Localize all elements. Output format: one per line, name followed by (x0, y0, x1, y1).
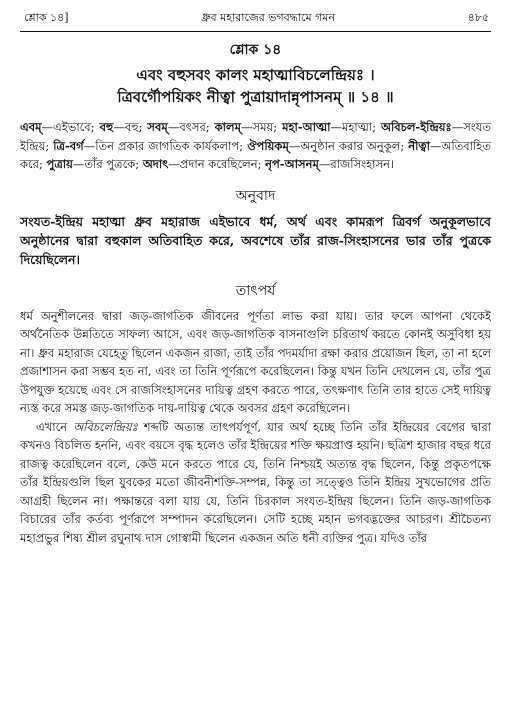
synonym-meaning: —তিন প্রকার জাগতিক কার্যকলাপ; (83, 138, 248, 153)
synonym-term: অবিচল-ইন্দ্রিয়ঃ (381, 120, 452, 134)
synonym-meaning: —সংযত ইন্দ্রিয়; (20, 120, 491, 153)
running-header (20, 12, 491, 31)
synonym-meaning: —বৎসর; (167, 120, 215, 134)
synonym-meaning: —মহাত্মা; (330, 120, 381, 134)
synonym-meaning: —তাঁর পুত্রকে; (72, 157, 143, 171)
verse-line-1: এবং বহুসবং কালং মহাত্মাবিচলেন্দ্রিয়ঃ । (136, 66, 375, 84)
synonym-meaning: —অতিবাহিত করে; (20, 138, 491, 171)
synonym-meaning: —প্রদান করেছিলেন; (168, 157, 266, 171)
word-for-word-synonyms (20, 118, 491, 174)
purport-paragraph-2 (20, 418, 491, 548)
translation-heading: অনুবাদ (235, 187, 276, 204)
synonym-term: ঔপয়িকম্ (247, 138, 289, 153)
purport-2-body: শব্দটি অত্যন্ত তাৎপর্যপূর্ণ, যার অর্থ হচ্ছে তিনি তাঁর ইন্দ্রিয়ের বেগের দ্বারা কখনও বিচলিত হননি, এবং বয়সে বৃদ্ধ হলেও তাঁর ইন্দ্রিয়ের শক্তি ক্ষয়প্রাপ্ত হয়নি। ছত্রিশ হাজার বছর ধরে রাজত্ব করেছিলেন বলে, কেউ মনে করতে পারে যে, তিনি নিশ্চয়ই অত্যন্ত বৃদ্ধ ছিলেন, কিন্তু প্রকৃতপক্ষে তাঁর ইন্দ্রিয়গুলি ছিল যুবকের মতো জীবনীশক্তি-সম্পন্ন, কিন্তু তা সত্ত্বেও তিনি ইন্দ্রিয় সুখভোগের প্রতি আগ্রহী ছিলেন না। পক্ষান্তরে বলা যায় যে, তিনি চিরকাল সংযত-ইন্দ্রিয় ছিলেন। তিনি জড়-জাগতিক বিচারের তাঁর কর্তব্য পূর্ণরূপে সম্পাদন করেছিলেন। সেটি হচ্ছে মহান ভগবদ্ভক্তের আচরণ। শ্রীচৈতন্য মহাপ্রভুর শিষ্য শ্রীল রঘুনাথ দাস গোস্বামী ছিলেন একজন অতি ধনী ব্যক্তির পুত্র। যদিও তাঁর (20, 419, 491, 545)
synonym-meaning: —সময়; (240, 120, 283, 134)
header-page-number: ৪৮৫ (467, 11, 489, 24)
synonym-term: বহু (99, 120, 114, 134)
synonym-meaning: —রাজসিংহাসন। (318, 157, 395, 171)
purport-2-sanskrit-term: অবিচলেন্দ্রিয়ঃ (73, 419, 138, 434)
synonym-term: মহা-আত্মা (282, 120, 331, 134)
header-verse-ref: শ্লোক ১৪] (24, 11, 69, 24)
synonym-term: কালম্ (214, 120, 241, 134)
synonym-term: ত্রি-বর্গ (53, 138, 84, 153)
synonym-meaning: —এইভাবে; (41, 120, 100, 134)
synonym-meaning: —অনুষ্ঠান করার অনুকূল; (288, 138, 409, 153)
synonym-term: নীত্বা (408, 138, 430, 153)
purport-heading: তাৎপর্য (235, 282, 276, 299)
synonym-term: অদাৎ (142, 157, 169, 171)
purport-paragraph-1: ধর্ম অনুশীলনের দ্বারা জড়-জাগতিক জীবনের পূর্ণতা লাভ করা যায়। তার ফলে আপনা থেকেই অর্থনৈতিক উন্নতিতে সাফল্য আসে, এবং জড়-জাগতিক বাসনাগুলি চরিতার্থ করতে কোনই অসুবিধা হয় না। ধ্রুব মহারাজ যেহেতু ছিলেন একজন রাজা, তাই তাঁর পদমর্যাদা রক্ষা করার প্রয়োজন ছিল, তা না হলে প্রজাশাসন করা সম্ভব হত না, এবং তা তিনি পূর্ণরূপে করেছিলেন। কিন্তু যখন তিনি দেখলেন যে, তাঁর পুত্র উপযুক্ত হয়েছে এবং সে রাজসিংহাসনের দায়িত্ব গ্রহণ করতে পারে, তৎক্ষণাৎ তিনি তার হাতে সেই দায়িত্ব ন্যস্ত করে সমস্ত জড়-জাগতিক দায়-দায়িত্ব থেকে অবসর গ্রহণ করেছিলেন। (20, 308, 491, 415)
verse-line-2: ত্রিবর্গৌপয়িকং নীত্বা পুত্রায়াদান্নৃপাসনম্ ॥ ১৪ ॥ (117, 88, 394, 106)
synonym-term: সবম্ (147, 120, 168, 134)
header-chapter-title: ধ্রুব মহারাজের ভগবদ্ধামে গমন (201, 11, 335, 24)
synonym-term: পুত্রায় (46, 157, 73, 171)
header-rule (20, 31, 491, 32)
synonym-term: নৃপ-আসনম্ (265, 157, 319, 171)
verse-heading: শ্লোক ১৪ (229, 42, 282, 58)
synonym-term: এবম্ (20, 120, 42, 134)
translation-text: সংযত-ইন্দ্রিয় মহাত্মা ধ্রুব মহারাজ এইভাবে ধর্ম, অর্থ এবং কামরূপ ত্রিবর্গ অনুকূলভাবে অনুষ্ঠানের দ্বারা বহুকাল অতিবাহিত করে, অবশেষে তাঁর রাজ-সিংহাসনের ভার তাঁর পুত্রকে দিয়েছিলেন। (20, 213, 491, 267)
purport-2-prefix: এখানে (36, 419, 74, 434)
synonym-meaning: —বহু; (113, 120, 148, 134)
